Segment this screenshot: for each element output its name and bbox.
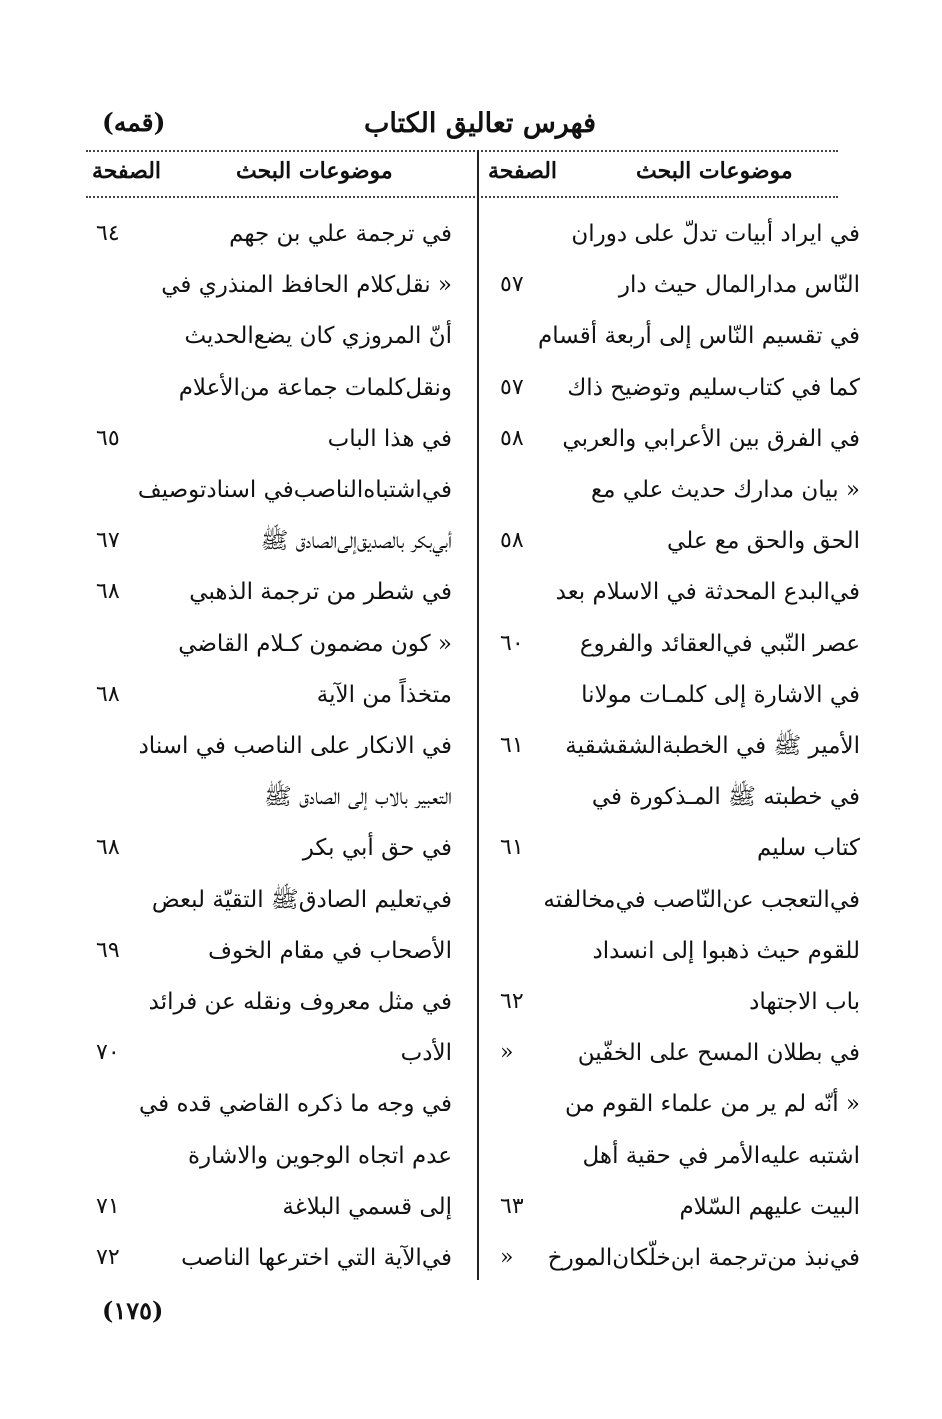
entry-topic: في‌الآية التي اخترعها الناصب (181, 1245, 452, 1271)
entry-page-number: « (500, 1040, 514, 1066)
entry-page-number: ٦٨ (96, 835, 120, 861)
entry-page-number: ٥٨ (500, 425, 524, 451)
entry-page-number: « (500, 1245, 514, 1270)
entry-topic: في خطبته ﷺ المـذكورة في (591, 784, 860, 811)
index-entry (0, 519, 942, 563)
entry-topic: في ايراد أبيات تدلّ على دوران (571, 221, 860, 247)
entry-page-number: ٦٤ (96, 221, 120, 246)
entry-topic: في شطر من ترجمة الذهبي (189, 579, 452, 606)
entry-topic: باب الاجتهاد (749, 989, 860, 1015)
index-entry (0, 1134, 942, 1178)
entry-topic: كتاب سليم (757, 835, 860, 862)
index-entry (0, 212, 942, 256)
entry-page-number: ٧٠ (96, 1040, 120, 1066)
entry-topic: عدم اتجاه الوجوين والاشارة (187, 1142, 452, 1169)
entry-topic: متخذاً من الآية (316, 681, 452, 708)
entry-topic: ونقل‌كلمات جماعة من‌الأعلام (178, 374, 452, 401)
entry-topic: اشتبه عليه‌الأمر في حقية أهل (582, 1142, 860, 1169)
index-entry (0, 622, 942, 666)
entry-page-number: ٦٠ (500, 630, 524, 656)
entry-page-number: ٧١ (96, 1193, 120, 1219)
entry-page-number: ٦٣ (500, 1193, 524, 1219)
entry-topic: في الاشارة إلى كلمـات مولانا (581, 681, 860, 708)
index-entry (0, 775, 942, 819)
entry-topic: « نقل‌كلام الحافظ المنذري في (161, 272, 452, 299)
index-entry (0, 417, 942, 461)
left-topics-heading: موضوعات البحث (236, 158, 393, 184)
entry-topic: كما في كتاب‌سليم وتوضيح ذاك (567, 374, 860, 401)
index-entry (0, 366, 942, 410)
entry-page-number: ٥٧ (500, 374, 524, 400)
entry-topic: « كون مضمون كـلام القاضي (178, 630, 452, 657)
entry-topic: في مثل معروف ونقله عن فرائد (148, 989, 452, 1015)
index-entry (0, 1185, 942, 1229)
entry-topic: « بيان مدارك حديث علي مع (590, 477, 860, 503)
entry-topic: في‌تعليم الصادق‌ﷺ التقيّة لبعض (151, 886, 452, 913)
entry-topic: في بطلان المسح على الخفّين (577, 1040, 860, 1067)
entry-page-number: ٦١ (500, 835, 524, 861)
header-page-code: (قمه) (102, 108, 166, 137)
right-page-heading: الصفحة (488, 158, 558, 184)
entry-topic: في‌نبذ من‌ترجمة ابن‌خلّكان‌المورخ (547, 1245, 860, 1271)
index-entry (0, 980, 942, 1024)
index-entry (0, 1236, 942, 1280)
entry-topic: في الفرق بين الأعرابي والعربي (562, 425, 860, 452)
index-entry (0, 263, 942, 307)
entry-topic: الحق والحق مع علي (667, 528, 860, 555)
entry-topic: في تقسيم النّاس إلى أربعة أقسام (538, 323, 860, 350)
left-page-heading: الصفحة (92, 158, 162, 184)
entry-page-number: ٦٩ (96, 937, 120, 963)
entry-topic: التعبير بالاب إلى الصادق ﷺ (264, 784, 452, 811)
entry-topic: في ترجمة علي بن جهم (229, 221, 452, 247)
entry-topic: « أنّه لم ير من علماء القوم من (564, 1091, 860, 1118)
entry-topic: في الانكار على الناصب في اسناد (138, 733, 452, 759)
index-entry (0, 826, 942, 870)
header-divider (86, 150, 838, 152)
entry-page-number: ٥٨ (500, 528, 524, 554)
entry-page-number: ٦٧ (96, 528, 120, 554)
entry-topic: أبي‌بكر بالصديق‌إلى‌الصادق ﷺ (260, 528, 452, 555)
entry-topic: أنّ المروزي كان يضع‌الحديث (184, 323, 452, 350)
entry-topic: عصر النّبي في‌العقائد والفروع (579, 630, 860, 657)
entry-page-number: ٦٨ (96, 579, 120, 605)
entry-topic: في وجه ما ذكره القاضي قده في (139, 1091, 452, 1118)
entry-page-number: ٦١ (500, 733, 524, 758)
entry-topic: في‌اشتباه‌الناصب‌في اسنادتوصيف (137, 477, 452, 503)
entry-topic: في حق أبي بكر (302, 835, 452, 862)
index-entry (0, 314, 942, 358)
index-entry (0, 878, 942, 922)
entry-topic: إلى قسمي البلاغة (282, 1193, 452, 1220)
entry-topic: الأصحاب في مقام الخوف (208, 937, 452, 964)
entry-page-number: ٦٥ (96, 425, 120, 451)
index-entry (0, 570, 942, 614)
column-head-divider (86, 196, 838, 198)
entry-topic: النّاس مدارالمال حيث دار (618, 272, 860, 299)
page-number-footer: (١٧٥) (102, 1296, 164, 1325)
entry-page-number: ٧٢ (96, 1245, 120, 1270)
entry-topic: في هذا الباب (327, 425, 452, 452)
entry-topic: للقوم حيث ذهبوا إلى انسداد (592, 937, 860, 964)
entry-page-number: ٦٢ (500, 989, 524, 1014)
index-entry (0, 1031, 942, 1075)
index-entry (0, 724, 942, 768)
index-entry (0, 929, 942, 973)
entry-topic: البيت عليهم السّلام (679, 1193, 860, 1220)
entry-page-number: ٥٧ (500, 272, 524, 298)
entry-topic: الأدب (400, 1040, 452, 1067)
index-entry (0, 673, 942, 717)
index-entry (0, 1082, 942, 1126)
entry-page-number: ٦٨ (96, 681, 120, 707)
entry-topic: في‌التعجب عن‌النّاصب في‌مخالفته (543, 886, 860, 913)
page-title: فهرس تعاليق الكتاب (363, 108, 597, 139)
entry-topic: الأمير ﷺ في الخطبة‌الشقشقية (565, 733, 860, 759)
index-entry (0, 468, 942, 512)
right-topics-heading: موضوعات البحث (636, 158, 793, 184)
entry-topic: في‌البدع المحدثة في الاسلام بعد (555, 579, 860, 606)
